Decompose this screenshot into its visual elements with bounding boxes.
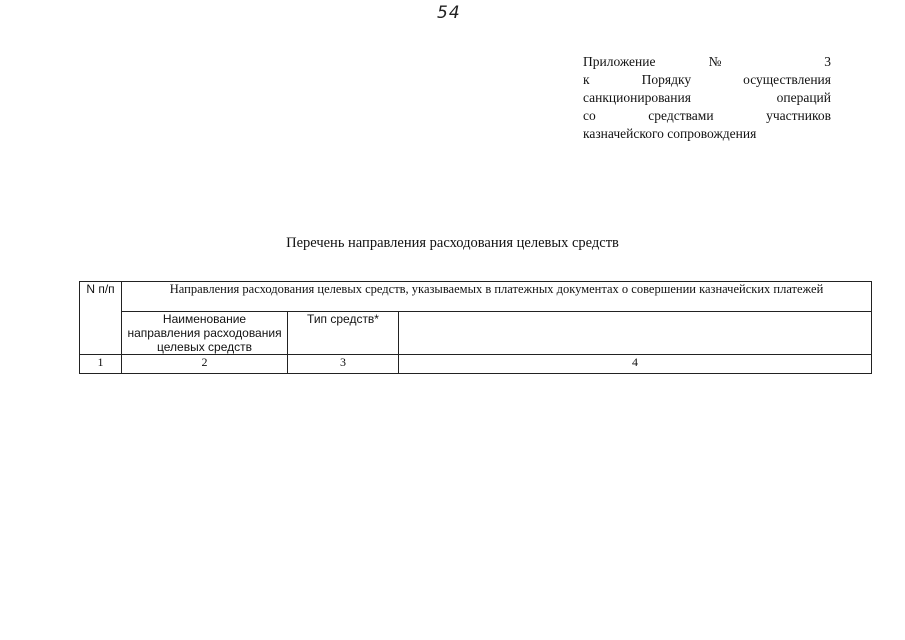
appendix-word: со <box>583 108 596 123</box>
appendix-line-5 <box>583 125 831 143</box>
subheader-name-cell: Наименование направления расходования целевых средств <box>122 312 288 355</box>
appendix-line-1 <box>583 53 831 71</box>
appendix-line-4 <box>583 107 831 125</box>
handwritten-page-number: 54 <box>437 3 461 23</box>
document-title: Перечень направления расходования целевых средств <box>286 235 619 251</box>
appendix-word: средствами <box>648 108 714 123</box>
directions-table <box>79 281 872 374</box>
appendix-line-2 <box>583 71 831 89</box>
appendix-word: Приложение <box>583 54 656 69</box>
header-number-cell: N п/п <box>80 282 122 355</box>
appendix-word: санкционирования <box>583 90 691 105</box>
subheader-empty-cell <box>399 312 872 355</box>
appendix-word: № 3 <box>708 54 831 69</box>
column-number-cell: 4 <box>399 355 872 374</box>
appendix-word: осуществления <box>743 72 831 87</box>
appendix-word: к <box>583 72 590 87</box>
appendix-word: операций <box>776 90 831 105</box>
table-column-numbers-row <box>80 355 872 374</box>
appendix-reference <box>583 53 831 143</box>
column-number-cell: 3 <box>288 355 399 374</box>
table-header-row <box>80 282 872 312</box>
appendix-word: Порядку <box>641 72 692 87</box>
header-directions-cell: Направления расходования целевых средств, указываемых в платежных документах о совершении казначейских платежей <box>122 282 872 312</box>
subheader-type-cell: Тип средств* <box>288 312 399 355</box>
column-number-cell: 2 <box>122 355 288 374</box>
column-number-cell: 1 <box>80 355 122 374</box>
appendix-line-3 <box>583 89 831 107</box>
appendix-word: казначейского сопровождения <box>583 126 757 141</box>
table-subheader-row <box>80 312 872 355</box>
appendix-word: участников <box>766 108 831 123</box>
